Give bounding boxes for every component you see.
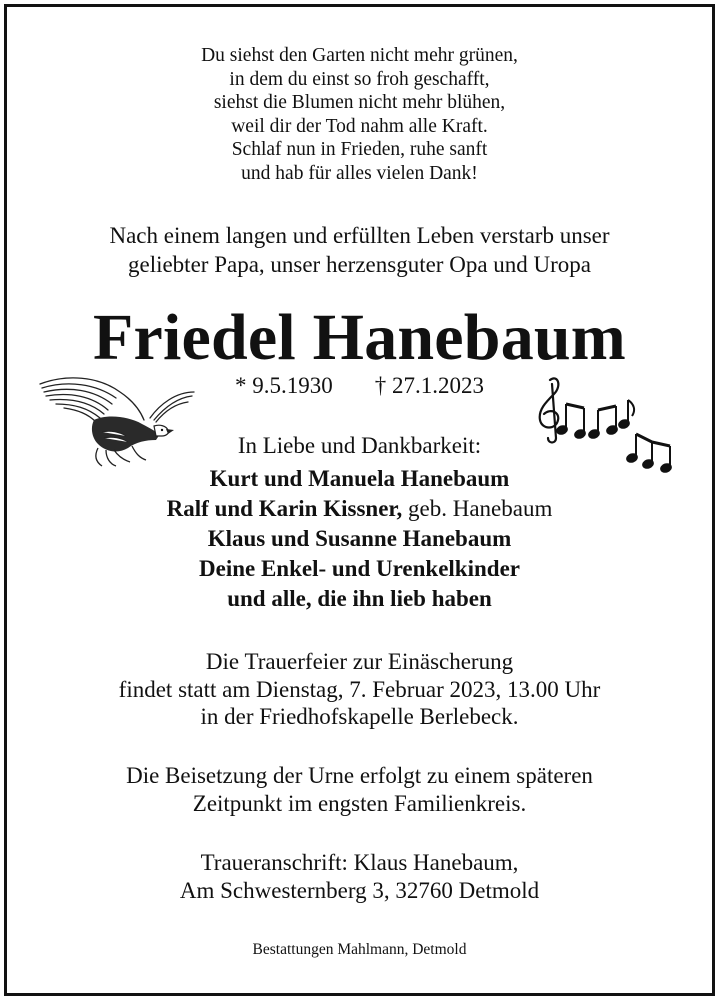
poem-line: weil dir der Tod nahm alle Kraft. bbox=[231, 115, 488, 137]
poem-line: Du siehst den Garten nicht mehr grünen, bbox=[201, 45, 518, 66]
address-line: Traueranschrift: Klaus Hanebaum, bbox=[200, 850, 519, 875]
address-line: Am Schwesternberg 3, 32760 Detmold bbox=[179, 877, 540, 903]
mourning-address bbox=[0, 849, 719, 904]
announcement-line: geliebter Papa, unser herzensguter Opa und Uropa bbox=[127, 252, 592, 277]
music-notes-icon bbox=[528, 372, 683, 487]
mourner-line: Deine Enkel- und Urenkelkinder bbox=[199, 556, 520, 581]
poem bbox=[0, 44, 719, 186]
ceremony-line: in der Friedhofskapelle Berlebeck. bbox=[200, 704, 519, 729]
burial-line: Zeitpunkt im engsten Familienkreis. bbox=[192, 790, 527, 816]
deceased-name: Friedel Hanebaum bbox=[92, 301, 626, 374]
poem-line: in dem du einst so froh geschafft, bbox=[229, 68, 490, 90]
mourner-line bbox=[0, 494, 719, 524]
ceremony-line: Die Trauerfeier zur Einäscherung bbox=[205, 649, 514, 674]
urn-burial-info bbox=[0, 762, 719, 817]
announcement-line: Nach einem langen und erfüllten Leben verstarb unser bbox=[109, 223, 610, 248]
announcement-text bbox=[0, 221, 719, 279]
poem-line: und hab für alles vielen Dank! bbox=[241, 162, 478, 184]
birth-date: * 9.5.1930 bbox=[235, 373, 333, 398]
mourner-line: Kurt und Manuela Hanebaum bbox=[209, 466, 510, 491]
undertaker-credit: Bestattungen Mahlmann, Detmold bbox=[252, 941, 467, 958]
poem-line: siehst die Blumen nicht mehr blühen, bbox=[213, 92, 506, 114]
mourner-name: Ralf und Karin Kissner, bbox=[166, 496, 403, 521]
poem-line: Schlaf nun in Frieden, ruhe sanft bbox=[231, 139, 488, 161]
mourner-line: Klaus und Susanne Hanebaum bbox=[207, 526, 512, 551]
burial-line: Die Beisetzung der Urne erfolgt zu einem späteren bbox=[126, 763, 593, 788]
ceremony-line: findet statt am Dienstag, 7. Februar 2023, 13.00 Uhr bbox=[118, 676, 601, 702]
mourner-line: und alle, die ihn lieb haben bbox=[227, 586, 492, 611]
maiden-name: geb. Hanebaum bbox=[402, 496, 553, 521]
mourners-intro: In Liebe und Dankbarkeit: bbox=[237, 433, 482, 458]
death-date: † 27.1.2023 bbox=[374, 373, 484, 398]
funeral-ceremony-info bbox=[0, 648, 719, 731]
